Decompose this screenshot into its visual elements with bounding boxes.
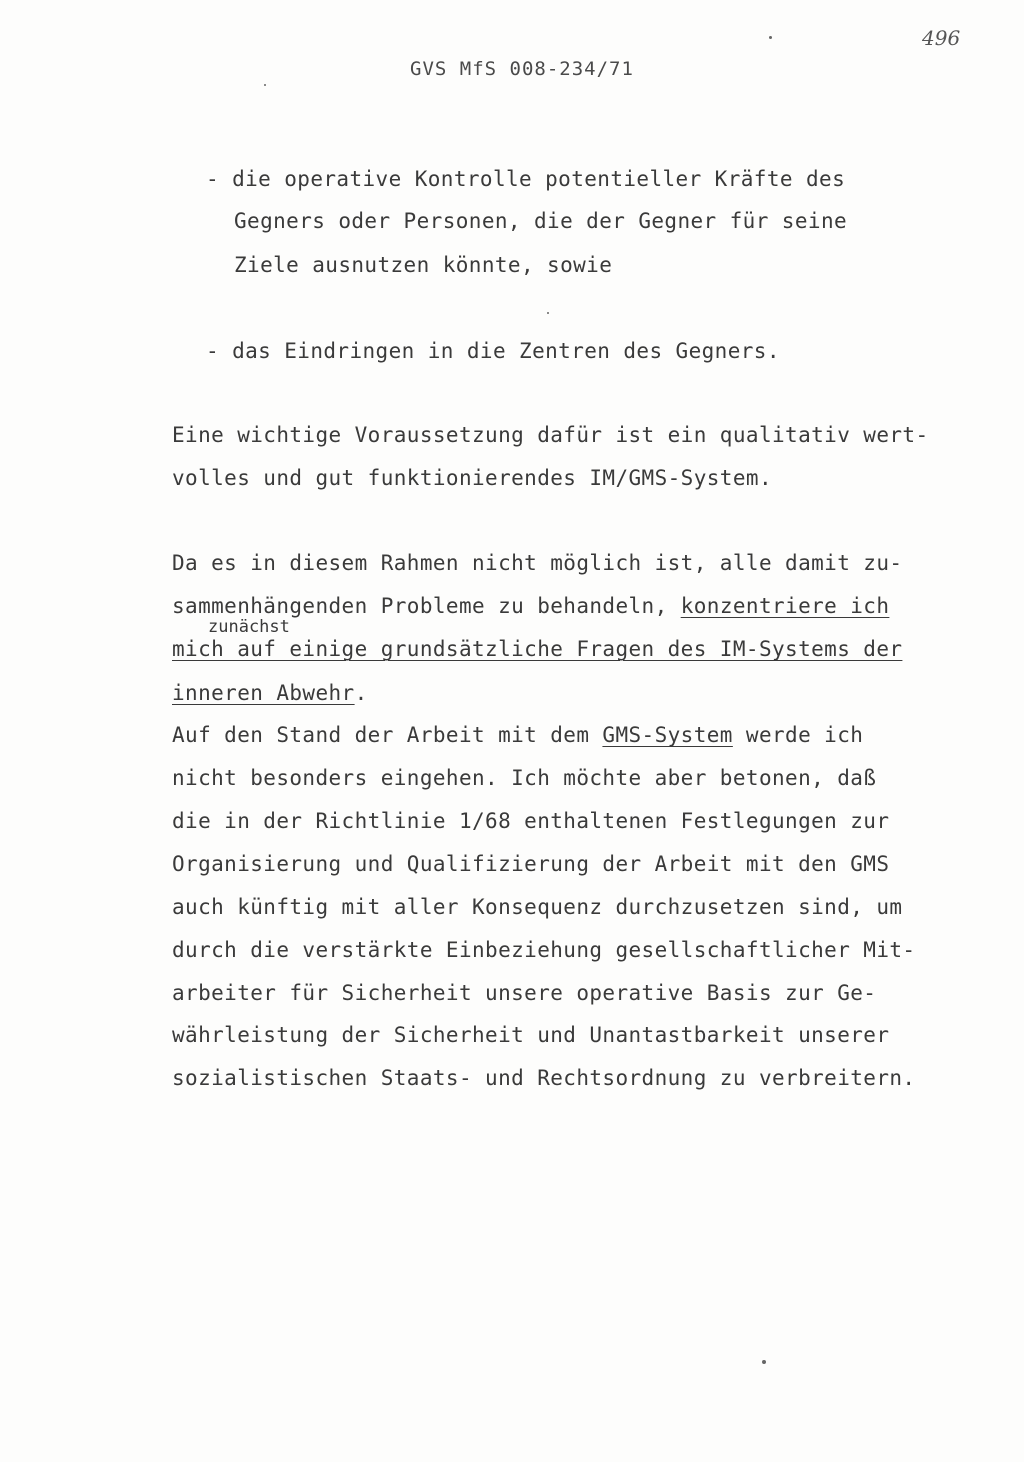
scan-speck [547,312,549,314]
scan-speck [769,36,772,39]
paragraph-3-line-2: nicht besonders eingehen. Ich möchte aber betonen, daß [172,766,877,790]
page-number: 496 [922,26,961,50]
paragraph-2-line-1: Da es in diesem Rahmen nicht möglich ist, alle damit zu- [172,551,903,575]
paragraph-3-line-3: die in der Richtlinie 1/68 enthaltenen Festlegungen zur [172,809,890,833]
document-reference: GVS MfS 008-234/71 [410,58,634,80]
paragraph-3-underlined-term: GMS-System [602,723,733,747]
paragraph-2-line-4-underlined: inneren Abwehr [172,681,355,705]
handwritten-insertion: zunächst [208,617,290,637]
scan-speck [762,1360,766,1364]
paragraph-2-line-2 [172,593,889,619]
paragraph-1-line-2: volles und gut funktionierendes IM/GMS-System. [172,466,772,490]
paragraph-3-line-5: auch künftig mit aller Konsequenz durchzusetzen sind, um [172,895,903,919]
paragraph-3-line-7: arbeiter für Sicherheit unsere operative Basis zur Ge- [172,981,877,1005]
paragraph-3-line-8: währleistung der Sicherheit und Unantastbarkeit unserer [172,1023,890,1047]
paragraph-3-line-9: sozialistischen Staats- und Rechtsordnung zu verbreitern. [172,1066,916,1090]
paragraph-3-line-4: Organisierung und Qualifizierung der Arbeit mit den GMS [172,852,890,876]
bullet-2-line-1: - das Eindringen in die Zentren des Gegners. [206,339,780,363]
scan-speck [264,84,266,86]
paragraph-1-line-1: Eine wichtige Voraussetzung dafür ist ein qualitativ wert- [172,423,929,447]
paragraph-2-line-4 [172,680,368,706]
paragraph-2-line-2-text: sammenhängenden Probleme zu behandeln, [172,594,681,618]
paragraph-3-line-1-after: werde ich [732,723,864,747]
paragraph-2-line-4-end: . [354,681,368,705]
paragraph-2-line-3: mich auf einige grundsätzliche Fragen des IM-Systems der [172,637,903,661]
bullet-1-line-1: - die operative Kontrolle potentieller Kräfte des [206,167,846,191]
paragraph-3-line-6: durch die verstärkte Einbeziehung gesellschaftlicher Mit- [172,938,916,962]
paragraph-2-underlined-phrase: konzentriere ich [680,594,890,618]
paragraph-3-line-1-before: Auf den Stand der Arbeit mit dem [172,723,603,747]
paragraph-3-line-1 [172,722,863,748]
bullet-1-line-3: Ziele ausnutzen könnte, sowie [234,253,613,277]
bullet-1-line-2: Gegners oder Personen, die der Gegner für seine [234,209,848,233]
